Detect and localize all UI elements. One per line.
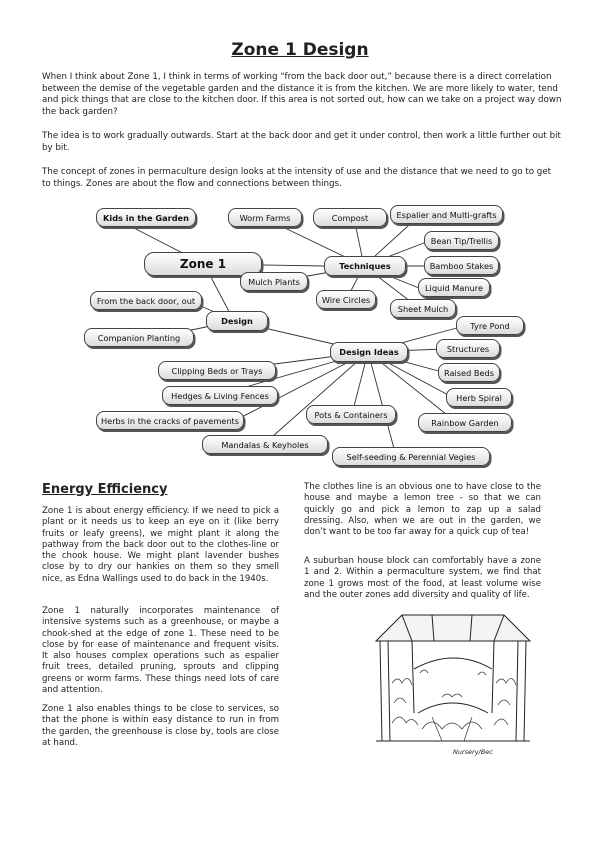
- intro-paragraph-1: When I think about Zone 1, I think in terms of working “from the back door out,” because there is a direct correlation between the demise of the vegetable garden and the distance it is from the kitchen. We are more likely to water, tend and pick things that are close to the kitchen door. If this area is not sorted out, how can we take on a project way down the back garden?: [42, 72, 562, 117]
- node-liquid-manure: Liquid Manure: [418, 278, 490, 297]
- node-worm-farms: Worm Farms: [228, 208, 302, 227]
- intro-paragraph-3: The concept of zones in permaculture design looks at the intensity of use and the distance that we need to go to get to things. Zones are about the flow and connections between things.: [42, 167, 552, 189]
- node-mandalas-keyholes: Mandalas & Keyholes: [202, 435, 328, 454]
- left-paragraph-1: Zone 1 is about energy efficiency. If we need to pick a plant or it needs us to keep an eye on it (like berry fruits or leafy greens), we might plant it along the pathway from the back door out to the clothes-line or the chook house. We might plant lavender bushes close by to dry our hankies on them so they smell nice, as Edna Wallings used to do back in the 1940s.: [42, 506, 279, 584]
- node-mulch-plants: Mulch Plants: [240, 272, 308, 291]
- node-tyre-pond: Tyre Pond: [456, 316, 524, 335]
- node-rainbow-garden: Rainbow Garden: [418, 413, 512, 432]
- node-kids-in-the-garden: Kids in the Garden: [96, 208, 196, 227]
- node-herb-spiral: Herb Spiral: [446, 388, 512, 407]
- node-sheet-mulch: Sheet Mulch: [390, 299, 456, 318]
- node-design-ideas: Design Ideas: [330, 342, 408, 362]
- node-herbs-in-cracks: Herbs in the cracks of pavements: [96, 411, 244, 430]
- left-paragraph-3: Zone 1 also enables things to be close to services, so that the phone is within easy distance to run in from the garden, the greenhouse is close by, tools are close at hand.: [42, 704, 279, 748]
- node-wire-circles: Wire Circles: [316, 290, 376, 309]
- left-paragraph-2: Zone 1 naturally incorporates maintenance of intensive systems such as a greenhouse, or maybe a chook-shed at the edge of zone 1. These need to be close by for ease of maintenance and frequent visits. It also houses complex operations such as espalier fruit trees, detailed pruning, sprouts and clipping greens or worm farms. These things need lots of care and attention.: [42, 606, 279, 696]
- right-paragraph-2: A suburban house block can comfortably have a zone 1 and 2. Within a permaculture system, we find that zone 1 grows most of the food, at least volume wise and the outer zones add diversity and quality of life.: [304, 556, 541, 600]
- node-bean-tip-trellis: Bean Tip/Trellis: [424, 231, 499, 250]
- node-hedges-living-fences: Hedges & Living Fences: [162, 386, 278, 405]
- node-techniques: Techniques: [324, 256, 406, 276]
- illustration-caption: Nursery/Bec: [453, 748, 493, 756]
- node-design: Design: [206, 311, 268, 331]
- node-self-seeding: Self-seeding & Perennial Vegies: [332, 447, 490, 466]
- node-bamboo-stakes: Bamboo Stakes: [424, 256, 499, 275]
- right-paragraph-1: The clothes line is an obvious one to have close to the house and maybe a lemon tree - so that we can quickly go and pick a lemon to zap up a salad dressing. Also, when we are out in the garden, we don’t want to be too far away for a quick cup of tea!: [304, 482, 541, 538]
- intro-paragraph-2: The idea is to work gradually outwards. Start at the back door and get it under control, then work a little further out bit by bit.: [42, 131, 561, 153]
- node-clipping-beds: Clipping Beds or Trays: [158, 361, 276, 380]
- greenhouse-sketch-illustration: [372, 613, 534, 745]
- node-structures: Structures: [436, 339, 500, 358]
- node-companion-planting: Companion Planting: [84, 328, 194, 347]
- page-title: Zone 1 Design: [231, 40, 369, 60]
- node-raised-beds: Raised Beds: [438, 363, 500, 382]
- section-heading-energy-efficiency: Energy Efficiency: [42, 482, 168, 497]
- node-zone-1: Zone 1: [144, 252, 262, 276]
- node-compost: Compost: [313, 208, 387, 227]
- node-pots-containers: Pots & Containers: [306, 405, 396, 424]
- node-from-back-door: From the back door, out: [90, 291, 202, 310]
- node-espalier-multi-grafts: Espalier and Multi-grafts: [390, 205, 503, 224]
